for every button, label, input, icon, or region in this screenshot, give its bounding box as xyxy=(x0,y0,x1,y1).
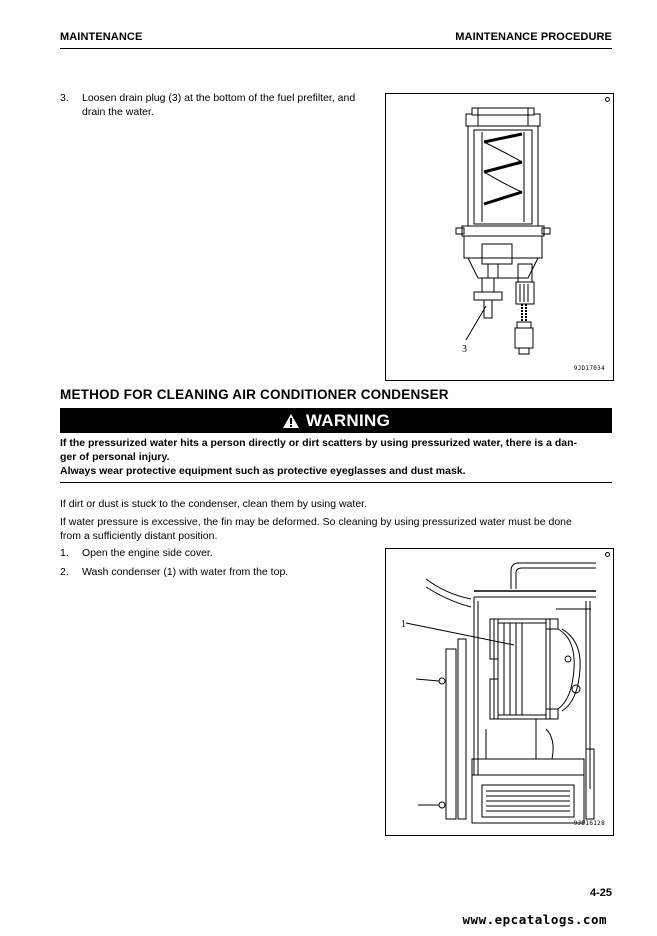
section-title: METHOD FOR CLEANING AIR CONDITIONER CONDENSER xyxy=(60,387,449,402)
warning-rule xyxy=(60,482,612,483)
step-1 xyxy=(60,546,380,560)
figure-condenser xyxy=(385,548,614,836)
paragraph-pressure xyxy=(60,515,612,543)
step-text: Wash condenser (1) with water from the top. xyxy=(82,566,289,578)
figure-fuel-prefilter xyxy=(385,93,614,381)
condenser-engine-drawing xyxy=(386,549,613,835)
warning-triangle-icon xyxy=(282,413,300,429)
warning-text xyxy=(60,436,612,478)
warning-line1: If the pressurized water hits a person directly or dirt scatters by using pressurized water, there is a dan- xyxy=(60,437,577,449)
header-section-title: MAINTENANCE xyxy=(60,31,143,43)
step-3 xyxy=(60,91,380,121)
warning-line3: Always wear protective equipment such as protective eyeglasses and dust mask. xyxy=(60,465,466,477)
header-chapter-title: MAINTENANCE PROCEDURE xyxy=(455,31,612,43)
paragraph-pressure-line2: from a sufficiently distant position. xyxy=(60,530,218,542)
step-number: 3. xyxy=(60,92,69,104)
website-watermark: www.epcatalogs.com xyxy=(462,912,607,927)
warning-line2: ger of personal injury. xyxy=(60,451,170,463)
step-number: 2. xyxy=(60,566,69,578)
paragraph-pressure-line1: If water pressure is excessive, the fin may be deformed. So cleaning by using pressurized water must be done xyxy=(60,516,572,528)
warning-banner xyxy=(60,408,612,433)
figure-code: 9JD16128 xyxy=(573,820,605,827)
paragraph-dirt: If dirt or dust is stuck to the condenser, clean them by using water. xyxy=(60,498,367,510)
step-2 xyxy=(60,565,380,579)
header-rule xyxy=(60,48,612,49)
warning-label: WARNING xyxy=(305,410,391,430)
step-text-line1: Loosen drain plug (3) at the bottom of the fuel prefilter, and xyxy=(82,92,356,104)
callout-1: 1 xyxy=(401,619,406,630)
step-text: Open the engine side cover. xyxy=(82,547,213,559)
page-number: 4-25 xyxy=(589,887,612,899)
step-number: 1. xyxy=(60,547,69,559)
step-text-line2: drain the water. xyxy=(82,106,154,118)
callout-3: 3 xyxy=(462,344,467,355)
figure-code: 9JD17034 xyxy=(573,365,605,372)
fuel-prefilter-drawing xyxy=(386,94,613,380)
